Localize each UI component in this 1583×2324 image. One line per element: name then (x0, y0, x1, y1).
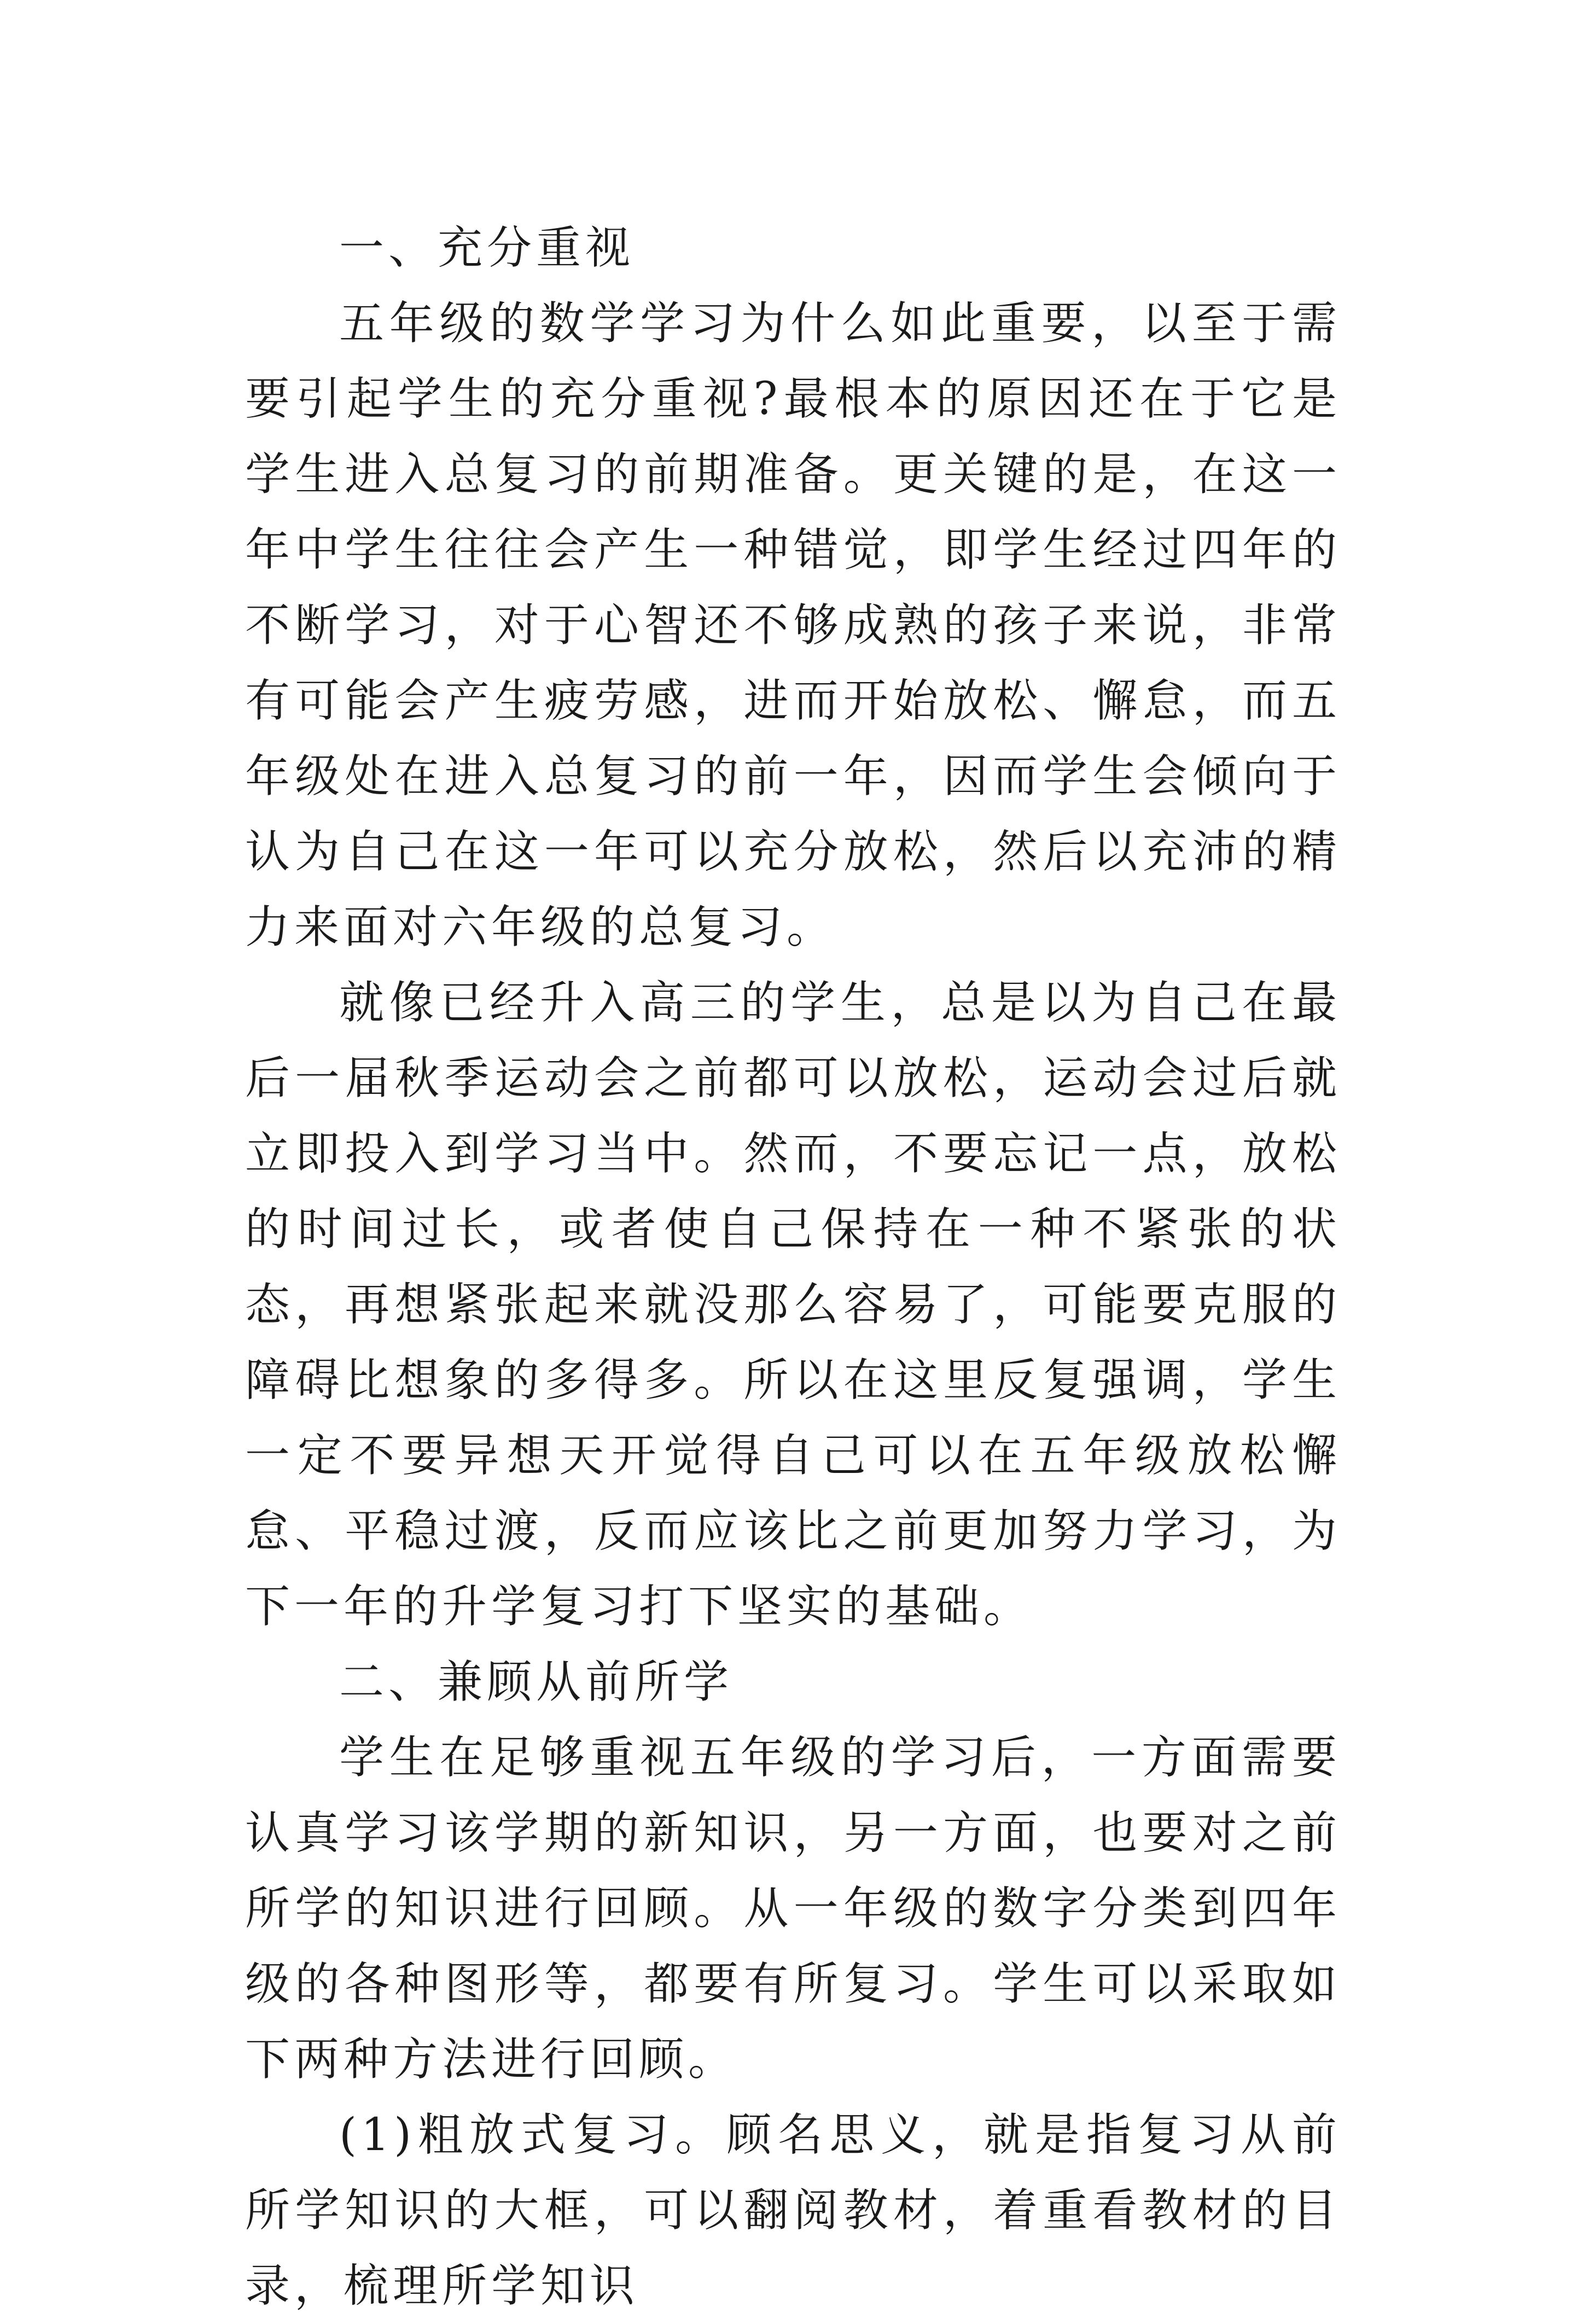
document-body (245, 211, 1341, 2324)
section-2-paragraph-2: (1)粗放式复习。顾名思义，就是指复习从前所学知识的大框，可以翻阅教材，着重看教材的目录，梳理所学知识 (245, 2109, 1341, 2312)
section-1-paragraph-2: 就像已经升入高三的学生，总是以为自己在最后一届秋季运动会之前都可以放松，运动会过后就立即投入到学习当中。然而，不要忘记一点，放松的时间过长，或者使自己保持在一种不紧张的状态，再想紧张起来就没那么容易了，可能要克服的障碍比想象的多得多。所以在这里反复强调，学生一定不要异想天开觉得自己可以在五年级放松懈怠、平稳过渡，反而应该比之前更加努力学习，为下一年的升学复习打下坚实的基础。 (245, 977, 1341, 1633)
section-1-paragraph-1: 五年级的数学学习为什么如此重要，以至于需要引起学生的充分重视?最根本的原因还在于它是学生进入总复习的前期准备。更关键的是，在这一年中学生往往会产生一种错觉，即学生经过四年的不断学习，对于心智还不够成熟的孩子来说，非常有可能会产生疲劳感，进而开始放松、懈怠，而五年级处在进入总复习的前一年，因而学生会倾向于认为自己在这一年可以充分放松，然后以充沛的精力来面对六年级的总复习。 (245, 298, 1341, 953)
section-heading-2: 二、兼顾从前所学 (339, 1656, 734, 1708)
section-heading-1: 一、充分重视 (339, 222, 635, 274)
section-2-paragraph-1: 学生在足够重视五年级的学习后，一方面需要认真学习该学期的新知识，另一方面，也要对之前所学的知识进行回顾。从一年级的数字分类到四年级的各种图形等，都要有所复习。学生可以采取如下两种方法进行回顾。 (245, 1732, 1341, 2086)
